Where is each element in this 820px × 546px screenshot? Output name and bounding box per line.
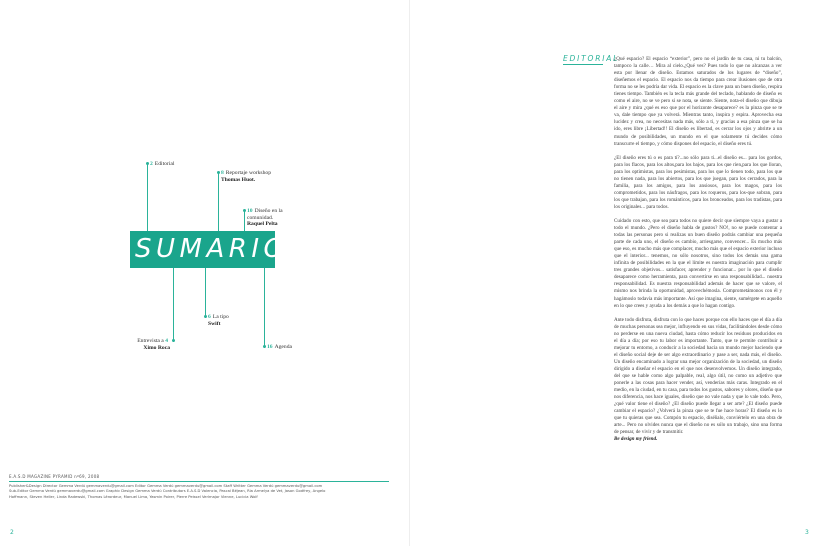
page-number: 2 — [150, 161, 153, 167]
entry-label: Diseño en la comunidad. — [247, 208, 283, 221]
sumario-entry-editorial[interactable] — [150, 161, 210, 168]
section-label: EDITORIAL — [563, 54, 620, 63]
credits-line-3: Hoffmann, Steven Heller, Linda Radewski, Thomas Lérordeur, Manuel Lima, Yasmin Poirer, Pierre Peissel Verlmajor Vienne, Lucicia Wolf — [9, 494, 258, 499]
entry-label: Agenda — [274, 344, 292, 350]
node-agenda — [263, 345, 266, 348]
sumario-title: SUMARIO — [135, 234, 289, 264]
sumario-entry-entrevista[interactable] — [128, 338, 170, 351]
entry-label: Editorial — [154, 161, 175, 167]
sumario-entry-swift[interactable] — [208, 314, 248, 327]
connector-reportaje — [218, 172, 219, 231]
page-number: 6 — [208, 314, 211, 320]
sumario-entry-reportaje[interactable] — [221, 170, 275, 183]
node-editorial — [146, 162, 149, 165]
entry-label: La tipo — [212, 314, 229, 320]
connector-agenda — [264, 268, 265, 348]
editorial-paragraph: Cuidado con esto, que sea para todos no quiere decir que siempre vaya a gustar a todo el mundo. ¿Pero el diseño habla de gustos? NO!, no se puede contentar a todas las personas pero si realizas un buen diseño podrás cambiar una pequeña parte de cada uno, el diseño es cambio, arriesgarse, convencer... Es mucho más que eso, es mucho más que complacer, mucho más que el espacio exterior incluso que el interior... tenemos, no sólo nosotros, sino todos los demás una gama infinita de posibilidades en la que el límite es nuestra imaginación para cumplir tres grandes objetivos... satisfacer, aprender y funcionar... por lo que el diseño desaparece como herramienta, para convertirse en una responsabilidad... nuestra responsabilidad. Es nuestra responsabilidad además de hacer que se valore, el mismo nos brinda la oportunidad, aprovechémosla. Comprometámonos con él y hagámoslo todavía más importante. Así que imagina, siente, sumérgete en aquello en lo que crees y ayuda a los demás a que lo hagan contigo. — [614, 217, 782, 309]
node-comunidad — [243, 209, 246, 212]
spine-gutter — [409, 0, 410, 546]
node-swift — [204, 315, 207, 318]
connector-editorial — [147, 163, 148, 231]
page-number: 16 — [267, 344, 273, 350]
entry-name: Thomas Huot. — [221, 176, 256, 183]
page-number: 4 — [165, 338, 168, 344]
page-number: 10 — [247, 208, 253, 214]
node-reportaje — [217, 171, 220, 174]
entry-label: Reportaje workshop — [225, 170, 272, 176]
entry-name: Ximo Roca — [143, 344, 170, 351]
page-number-right: 3 — [805, 529, 809, 536]
editorial-paragraph: ¿El diseño eres tú o es para tí?...no sólo para ti...el diseño es... para los gordos, para los flacos, para los altos,para los bajos, para los que ríen,para los que lloran, para los optimistas, para los pesimistas, para los que lo tienen todo, para los que no tienen nada, para los abiertos, para los que juegan, para los cerrados, para la familia, para los amigos, para los ansiosos, para los magos, para los comprometidos, para los náufragos, para los roqueros, para los-que sobran, para los que trabajan, para los románticos, para los bronceados, para los tradistas, para los originales... para todos. — [614, 154, 782, 210]
editorial-signature: Be design my friend. — [614, 436, 658, 443]
magazine-title: E.A.S.D MAGAZINE PYRAMID nº69, 2008 — [9, 474, 389, 482]
connector-swift — [205, 268, 206, 318]
sumario-entry-comunidad[interactable] — [247, 208, 295, 228]
page-number: 8 — [221, 170, 224, 176]
entry-name: Swift — [208, 320, 221, 327]
connector-entrevista — [173, 268, 174, 342]
node-entrevista — [172, 339, 175, 342]
page-number-left: 2 — [10, 529, 14, 536]
editorial-paragraph: Ante todo disfruta, disfruta con lo que haces porque con ello haces que el día a día de muchas personas sea mejor, influyendo en sus vidas, facilitándoles desde cómo no perderse en una nueva ciudad, hasta cómo reducir los residuos producidos en el día a día; por eso tu labor es importante. Tanto, que te permite contribuir a mejorar tu entorno, a conducir a la sociedad hacia un mundo mejor haciendo que el diseño social deje de ser algo extraordinario y pase a ser, nada más, el diseño. Un diseño encaminado a lograr una mejor organización de la sociedad, un diseño dirigido a diseñar el espacio en el que nos desenvolvemos. Un diseño integrado, del que se hable como algo palpable, real, algo útil, no como un adjetivo que ponerle a las cosas para hacer vender, así, venderías más caras. Integrado en el medio, en la ciudad, en tu casa, para todos los gustos, sabores y olores, diseño que nos diferencia, nos hace iguales, diseño que no vale nada y que lo vale todo. Pero, ¿qué valor tiene el diseño? ¿El diseño puede llegar a ser arte? ¿El diseño puede cambiar el espacio? ¿Volverá la pinza que se te fue hace horas? El diseño es lo que tu quieras que sea. Compón tu espacio, diséñalo, conviértelo en una obra de arte... Pero no olvides nunca que el diseño no es sólo un trabajo, sino una forma de pensar, de vivir y de transmitir. — [614, 316, 782, 436]
editorial-body — [614, 56, 782, 443]
editorial-paragraph: ¿Qué espacio? El espacio “exterior”, pero no el jardín de tu casa, ni tu balcón, tampoco la calle… Mira al cielo.¿Qué ves? Pues todo lo que no alcanzas a ver esta por llenar de diseño. Estamos saturados de los lugares de “diseño”, diseñemos el espacio. El espacio nos da tiempo para crear ilusiones que de otra forma no se les podría dar vida. El espacio es la clave para un buen diseño, respira tienes tiempo. También es la tecla más grande del teclado, hablando de diseño es como el aire, no se ve pero si se nota, se siente. Siente, nota-el diseño que dibuja el aire y mira ¿qué es eso que por el horizonte desaparece? es la pinza que se te va, dale tiempo que ya volverá. Mientras tanto, inspira y espira. Aprovecha esa lucidez y crea, no necesitas nada más, sólo a ti, y gracias a esa pinza que se ha ido, eres libre ¡Libertad!! El diseño es libertad, es cerrar los ojos y abrirte a un mundo de posibilidades, un mundo en el que solamente tú decides cómo transcurre el tiempo, y cómo dispones del espacio, el diseño eres tú. — [614, 56, 782, 147]
masthead-credits — [9, 474, 389, 500]
credits-line-2: Sub-Editor Gemma Verdú gemmaverdu@gmail.com Graphic Design Gemma Verdú Contributors E.A.S.D Valencia, Pascal Béjean, Ria Armelya de Vet, Jason Godfrey, Angelo — [9, 489, 326, 494]
entry-name: Raquel Pelta — [247, 221, 278, 228]
sumario-entry-agenda[interactable] — [267, 344, 307, 351]
credits-line-1: Publisher&Design Director Gemma Verdú gemmaverdu@gmail.com Editor Gemma Verdú gemmaverdu@gmail.com Staff Writter Gemma Verdú gemmaverdu@gmail.com — [9, 484, 323, 489]
entry-label: Entrevista a — [137, 338, 164, 344]
connector-comunidad — [244, 210, 245, 231]
section-rule — [563, 64, 603, 65]
